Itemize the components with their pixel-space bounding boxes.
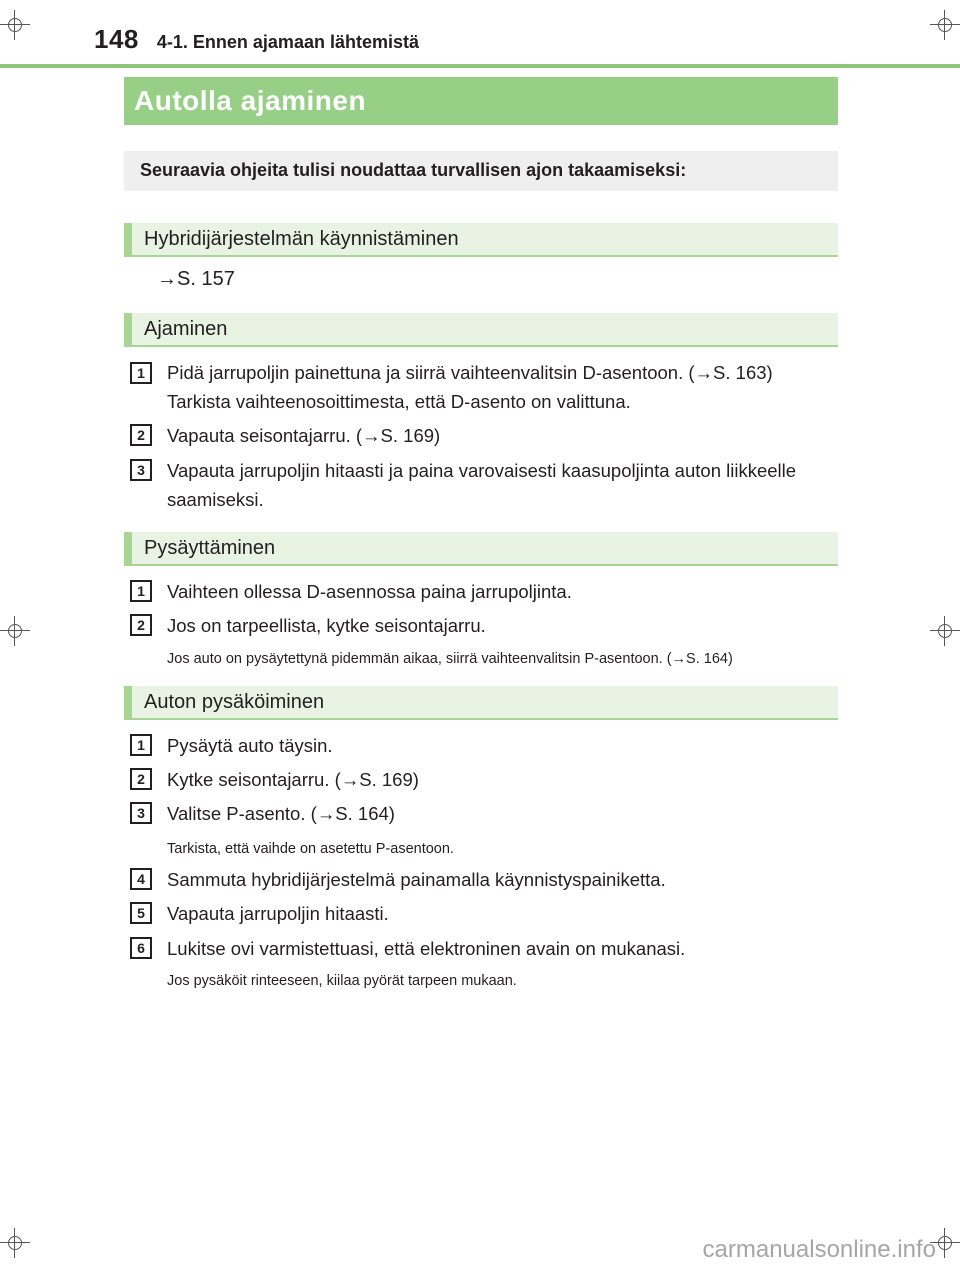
step-text: Kytke seisontajarru. (→S. 169) <box>167 769 419 790</box>
step-number-badge: 5 <box>130 902 152 924</box>
step-note: Jos pysäköit rinteeseen, kiilaa pyörät tarpeen mukaan. <box>167 973 517 989</box>
crop-mark-icon <box>930 10 960 40</box>
crop-mark-icon <box>0 616 30 646</box>
page-header <box>94 24 419 55</box>
step-text: Valitse P-asento. (→S. 164) <box>167 803 395 824</box>
chapter-title: 4-1. Ennen ajamaan lähtemistä <box>156 32 419 52</box>
step-number-badge: 1 <box>130 362 152 384</box>
page-reference-link[interactable]: →S. 157 <box>157 268 235 290</box>
step-number-badge: 4 <box>130 868 152 890</box>
step-number-badge: 3 <box>130 802 152 824</box>
section-heading-text: Pysäyttäminen <box>144 537 276 559</box>
step-number-badge: 3 <box>130 459 152 481</box>
crop-mark-icon <box>930 616 960 646</box>
step-number-badge: 6 <box>130 937 152 959</box>
header-divider <box>0 64 960 68</box>
section-heading-parking <box>124 686 838 720</box>
section-heading-text: Ajaminen <box>144 318 228 340</box>
section-heading-starting <box>124 223 838 257</box>
step-number-badge: 1 <box>130 580 152 602</box>
section-heading-text: Auton pysäköiminen <box>144 691 325 713</box>
step-text: Vaihteen ollessa D-asennossa paina jarrupoljinta. <box>167 581 572 602</box>
step-text: Vapauta jarrupoljin hitaasti. <box>167 903 389 924</box>
step-number-badge: 2 <box>130 424 152 446</box>
step-number-badge: 2 <box>130 768 152 790</box>
section-heading-driving <box>124 313 838 347</box>
intro-box <box>124 151 838 191</box>
section-heading-stopping <box>124 532 838 566</box>
watermark: carmanualsonline.info <box>702 1236 936 1263</box>
step-text: Vapauta seisontajarru. (→S. 169) <box>167 425 441 446</box>
step-text: Lukitse ovi varmistettuasi, että elektroninen avain on mukanasi. <box>167 938 686 959</box>
step-note: Tarkista, että vaihde on asetettu P-asentoon. <box>167 841 454 857</box>
page-title: Autolla ajaminen <box>134 85 367 116</box>
step-text: Sammuta hybridijärjestelmä painamalla käynnistyspainiketta. <box>167 869 666 890</box>
step-number-badge: 1 <box>130 734 152 756</box>
step-note: Jos auto on pysäytettynä pidemmän aikaa, siirrä vaihteenvalitsin P-asentoon. (→S. 164) <box>167 651 733 667</box>
crop-mark-icon <box>0 1228 30 1258</box>
page-title-bar <box>124 77 838 125</box>
section-heading-text: Hybridijärjestelmän käynnistäminen <box>144 228 459 250</box>
step-text: Jos on tarpeellista, kytke seisontajarru. <box>167 615 486 636</box>
step-text: Pidä jarrupoljin painettuna ja siirrä vaihteenvalitsin D-asentoon. (→S. 163) Tarkista vaihteenosoittimesta, että D-asento on valittuna. <box>167 362 773 412</box>
step-number-badge: 2 <box>130 614 152 636</box>
crop-mark-icon <box>0 10 30 40</box>
step-text: Vapauta jarrupoljin hitaasti ja paina varovaisesti kaasupoljinta auton liikkeelle saamiseksi. <box>167 460 797 510</box>
page-number: 148 <box>94 24 139 54</box>
intro-text: Seuraavia ohjeita tulisi noudattaa turvallisen ajon takaamiseksi: <box>140 160 687 180</box>
step-text: Pysäytä auto täysin. <box>167 735 333 756</box>
